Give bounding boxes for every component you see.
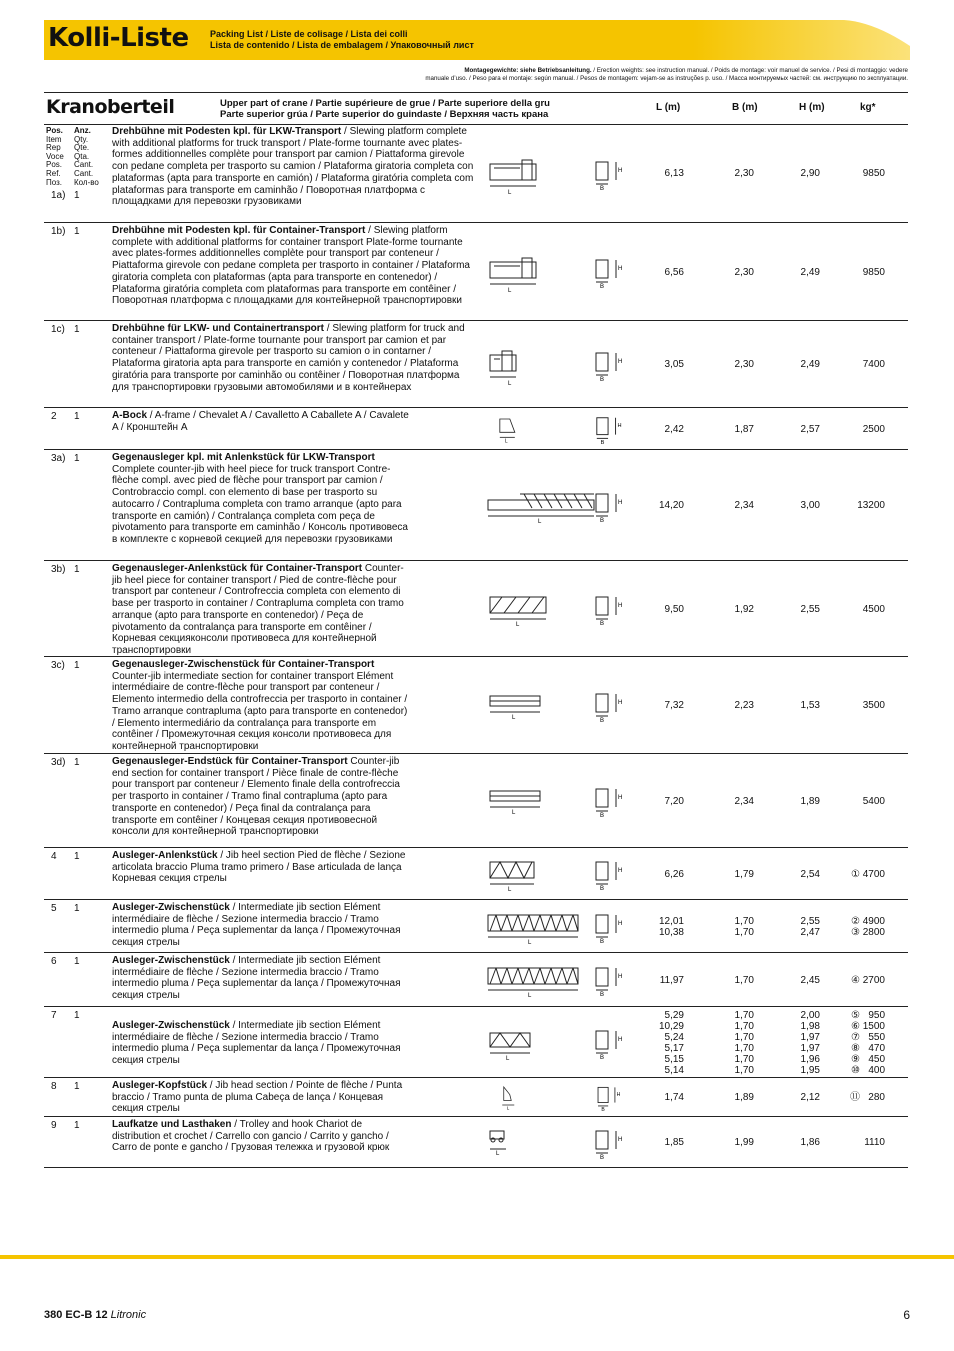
row-position: 8 — [51, 1081, 57, 1092]
length-value: 14,20 — [658, 500, 684, 511]
svg-text:B: B — [600, 938, 605, 945]
brand-logo: Litronic — [110, 1309, 147, 1321]
quantity-column-header — [74, 127, 99, 187]
position-header-label: Voce — [46, 151, 64, 161]
height-value: 2,45 — [800, 974, 820, 986]
item-description — [112, 323, 472, 393]
position-header-label: Item — [46, 134, 62, 144]
section-title: Kranoberteil — [46, 96, 175, 118]
quantity-header-label: Кол-во — [74, 177, 99, 187]
weight-value: 9850 — [862, 266, 885, 278]
table-row — [44, 1007, 908, 1078]
length-value: 5,29 10,29 5,24 5,17 5,15 5,14 — [658, 1009, 684, 1076]
svg-text:B: B — [600, 440, 605, 446]
end-view-drawing — [592, 490, 626, 522]
item-translations: / Intermediate jib section Elément intermédiaire de flèche / Sezione intermedia braccio / Tramo intermedio pluma / Peça suplementar da lança / Промежуточная секция стрелы — [112, 1020, 401, 1067]
svg-text:L: L — [508, 887, 512, 893]
svg-text:B: B — [600, 621, 605, 627]
svg-text:H: H — [618, 974, 623, 980]
weight-value: 7400 — [862, 359, 885, 370]
height-value: 1,53 — [800, 700, 820, 711]
side-view-drawing — [484, 414, 594, 444]
side-view — [484, 856, 594, 897]
side-view-drawing — [484, 591, 594, 627]
quantity-header-label: Qte. — [74, 143, 90, 153]
end-view — [592, 1027, 626, 1064]
width-value: 1,70 1,70 — [734, 915, 754, 938]
montage-line: manuale d’uso. / Peso para el montaje: según manual. / Pesos de montagem: vejam-se as instruções p. uso. / Масса монтируемых частей: см. инструкцию по эксплуатации. — [425, 74, 908, 82]
weight-value: 4500 — [862, 603, 885, 615]
weight-value: 1110 — [864, 1137, 885, 1148]
table-row — [44, 848, 908, 900]
item-name: Ausleger-Zwischenstück — [112, 955, 230, 966]
page-number: 6 — [903, 1308, 910, 1322]
side-view-drawing — [484, 1025, 594, 1061]
position-column-header — [46, 127, 64, 187]
item-description — [112, 225, 482, 307]
svg-text:B: B — [600, 185, 605, 192]
svg-text:H: H — [616, 1091, 621, 1098]
end-view — [592, 1084, 626, 1116]
svg-text:L: L — [508, 189, 512, 196]
section-subtitle-line: Parte superior grúa / Parte superior do guindaste / Верхняя часть крана — [220, 109, 549, 120]
table-header — [44, 92, 908, 125]
end-view-drawing — [592, 1027, 626, 1059]
header-banner — [44, 20, 910, 60]
end-view-drawing — [592, 690, 626, 722]
footer-rule — [0, 1255, 954, 1259]
column-header-width: B (m) — [732, 102, 758, 113]
item-description — [112, 1119, 412, 1154]
row-quantity: 1 — [74, 411, 80, 422]
row-position: 3d) — [51, 757, 66, 768]
side-view — [484, 488, 594, 529]
row-position: 7 — [51, 1010, 57, 1021]
row-position: 3b) — [51, 564, 66, 575]
height-value: 2,90 — [800, 168, 820, 179]
side-view — [484, 254, 594, 295]
item-name: A-Bock — [112, 410, 148, 421]
length-value: 7,20 — [664, 795, 684, 807]
svg-text:H: H — [618, 167, 623, 174]
quantity-header-label: Cant. — [74, 168, 94, 178]
svg-text:L: L — [508, 380, 512, 387]
weight-value: ④ 2700 — [851, 974, 885, 986]
length-value: 3,05 — [664, 359, 684, 370]
side-view-drawing — [484, 1084, 594, 1111]
row-position: 1b) — [51, 226, 66, 237]
footer-model — [44, 1309, 146, 1321]
item-translations: / Intermediate jib section Elément intermédiaire de flèche / Sezione intermedia braccio / Tramo intermedio pluma / Peça suplementar da lança / Промежуточная секция стрелы — [112, 902, 401, 949]
end-view — [592, 256, 626, 293]
item-translations: Counter-jib heel piece for container transport / Pied de contre-flèche pour transport par conteneur / Controfreccia completa con elemento di base per trasporto in container / Contrapluma completa con tramo arranque (apto para transporte en contenedor) / Peça de pivotamento da contralança para transporte em contêiner / Корневая секцияконсоли противовеса для контейнерной транспортировки — [112, 563, 404, 656]
item-translations: / Slewing platform complete with additional platforms for container transport Plate-forme tournante avec plates-formes additionnelles complète pour transport par conteneur / Piattaforma girevole con pedane completa per trasporto in container / Plataforma giratoria completa con plataformas (apta para transporte en contenedor) / Plataforma giratória completa com plataformas para transporte em contêiner / Поворотная платформа с площадками для контейнерной транспортировки — [112, 225, 470, 307]
row-quantity: 1 — [74, 903, 80, 914]
item-description — [112, 1020, 412, 1067]
svg-text:B: B — [600, 992, 605, 998]
weight-value: 3500 — [862, 700, 885, 711]
side-view — [484, 1125, 594, 1166]
height-value: 1,89 — [800, 795, 820, 807]
side-view — [484, 783, 594, 824]
end-view — [592, 858, 626, 895]
row-quantity: 1 — [74, 1120, 80, 1131]
item-translations: / Slewing platform complete with additional platforms for truck transport / Plate-forme tournante avec plates-formes additionnelles complète pour transport par camion / Piattaforma girevole con pedane completa per trasporto su camion / Plataforma giratoria completa con plataformas (apta para transporte en camión) / Plataforma giratória completa com plataformas para transporte em caminhão / Поворотная платформа с площадками для перевозки грузовиками — [112, 126, 474, 208]
page-subtitle-line: Lista de contenido / Lista de embalagem / Упаковочный лист — [210, 40, 474, 50]
width-value: 2,23 — [734, 700, 754, 711]
length-value: 9,50 — [664, 603, 684, 615]
svg-text:H: H — [618, 795, 623, 801]
length-value: 6,56 — [664, 266, 684, 278]
length-value: 7,32 — [664, 700, 684, 711]
height-value: 2,57 — [800, 423, 820, 435]
height-value: 3,00 — [800, 500, 820, 511]
svg-text:B: B — [600, 376, 605, 383]
column-header-weight: kg* — [860, 102, 876, 113]
width-value: 2,30 — [734, 168, 754, 179]
column-header-length: L (m) — [656, 102, 681, 113]
quantity-header-label: Qty. — [74, 134, 89, 144]
side-view — [484, 591, 594, 632]
item-name: Gegenausleger-Zwischenstück für Container-Transport — [112, 659, 375, 670]
item-description — [112, 902, 412, 949]
table-row — [44, 1078, 908, 1117]
item-description — [112, 410, 412, 433]
weight-value: ① 4700 — [851, 868, 885, 880]
svg-text:H: H — [618, 499, 623, 506]
side-view-drawing — [484, 909, 594, 945]
item-description — [112, 563, 412, 657]
height-value: 2,49 — [800, 359, 820, 370]
weight-value: ⑤ 950 ⑥ 1500 ⑦ 550 ⑧ 470 ⑨ 450 ⑩ 400 — [851, 1009, 885, 1076]
end-view-drawing — [592, 911, 626, 943]
height-value: 2,12 — [800, 1092, 820, 1103]
row-quantity: 1 — [74, 324, 80, 335]
row-position: 6 — [51, 956, 57, 967]
side-view — [484, 414, 594, 449]
svg-text:H: H — [618, 603, 623, 609]
row-position: 4 — [51, 851, 57, 862]
width-value: 1,70 1,70 1,70 1,70 1,70 1,70 — [734, 1009, 754, 1076]
item-name: Gegenausleger kpl. mit Anlenkstück für LKW-Transport — [112, 452, 375, 463]
end-view-drawing — [592, 1084, 626, 1111]
model-label: 380 EC-B 12 — [44, 1309, 108, 1321]
item-translations: / Jib heel section Pied de flèche / Sezione articolata braccio Pluma tramo primero / Base articulada de lança Корневая секция стрелы — [112, 850, 406, 885]
svg-text:B: B — [600, 1054, 605, 1061]
end-view-drawing — [592, 858, 626, 890]
position-header-label: Ref. — [46, 168, 61, 178]
item-description — [112, 756, 412, 838]
side-view — [484, 909, 594, 950]
montage-note — [44, 67, 908, 82]
svg-text:H: H — [618, 358, 623, 365]
end-view-drawing — [592, 349, 626, 381]
side-view-drawing — [484, 856, 594, 892]
table-row — [44, 321, 908, 408]
row-position: 5 — [51, 903, 57, 914]
row-quantity: 1 — [74, 956, 80, 967]
position-header-label: Rep — [46, 143, 61, 153]
item-name: Ausleger-Zwischenstück — [112, 1020, 230, 1031]
item-name: Ausleger-Kopfstück — [112, 1080, 208, 1091]
end-view — [592, 414, 626, 449]
end-view — [592, 490, 626, 527]
quantity-header-label: Qta. — [74, 151, 90, 161]
width-value: 2,30 — [734, 359, 754, 370]
end-view — [592, 158, 626, 195]
row-quantity: 1 — [74, 1081, 80, 1092]
end-view — [592, 911, 626, 948]
item-translations: / Trolley and hook Chariot de distribution et crochet / Carrello con gancio / Carrito y gancho / Carro de ponte e gancho / Грузовая тележка и грузовой крюк — [112, 1119, 390, 1154]
row-position: 1c) — [51, 324, 65, 335]
width-value: 1,89 — [734, 1092, 754, 1103]
item-description — [112, 850, 412, 885]
row-position: 1a) — [51, 190, 66, 201]
table-row — [44, 124, 908, 223]
svg-text:H: H — [618, 868, 623, 874]
svg-text:H: H — [618, 266, 623, 272]
page-title: Kolli-Liste — [48, 23, 189, 53]
table-row — [44, 953, 908, 1007]
end-view — [592, 1127, 626, 1164]
svg-text:H: H — [618, 1136, 623, 1143]
svg-text:L: L — [538, 518, 542, 525]
svg-text:B: B — [600, 1154, 605, 1161]
weight-value: 13200 — [857, 500, 885, 511]
svg-text:L: L — [512, 714, 516, 721]
width-value: 1,79 — [734, 868, 754, 880]
length-value: 1,74 — [664, 1092, 684, 1103]
width-value: 2,34 — [734, 795, 754, 807]
montage-line — [44, 67, 908, 75]
item-description — [112, 659, 412, 753]
item-description — [112, 1080, 412, 1115]
side-view — [484, 962, 594, 1003]
height-value: 1,86 — [800, 1137, 820, 1148]
weight-value: 9850 — [862, 168, 885, 179]
montage-bold: Montagegewichte: siehe Betriebsanleitung. — [464, 67, 592, 74]
item-description — [112, 452, 412, 546]
item-name: Ausleger-Anlenkstück — [112, 850, 218, 861]
weight-value: 2500 — [862, 423, 885, 435]
section-subtitle — [220, 98, 550, 120]
page-subtitle-line: Packing List / Liste de colisage / Lista dei colli — [210, 29, 408, 39]
item-name: Drehbühne mit Podesten kpl. für Container-Transport — [112, 225, 366, 236]
height-value: 2,00 1,98 1,97 1,97 1,96 1,95 — [800, 1009, 820, 1076]
svg-text:B: B — [600, 717, 605, 724]
height-value: 2,55 2,47 — [800, 915, 820, 938]
length-value: 2,42 — [664, 423, 684, 435]
width-value: 1,99 — [734, 1137, 754, 1148]
svg-text:L: L — [508, 288, 512, 294]
quantity-header-label: Cant. — [74, 160, 94, 170]
item-translations: Complete counter-jib with heel piece for truck transport Contre-flèche compl. avec pied de flèche pour transport par camion / Controbraccio compl. con elemento di base per trasporto su autocarro / Contrapluma completa con tramo arranque (apto para transporte en camión) / Contralança completa com peça de pivotamento para transporte em caminhão / Консоль противовеса в комплекте с корневой секцией для перевозки грузовиками — [112, 463, 408, 545]
svg-text:H: H — [618, 920, 623, 927]
end-view — [592, 349, 626, 386]
end-view — [592, 785, 626, 822]
end-view-drawing — [592, 964, 626, 996]
item-name: Drehbühne mit Podesten kpl. für LKW-Transport — [112, 126, 342, 137]
svg-text:B: B — [600, 886, 605, 892]
row-quantity: 1 — [74, 226, 80, 237]
row-quantity: 1 — [74, 757, 80, 768]
position-header-label: Pos. — [46, 160, 63, 170]
svg-text:L: L — [512, 810, 516, 816]
height-value: 2,55 — [800, 603, 820, 615]
weight-value: ⑪ 280 — [849, 1092, 885, 1103]
svg-text:B: B — [601, 1107, 605, 1113]
end-view — [592, 593, 626, 630]
side-view-drawing — [484, 156, 594, 196]
svg-text:H: H — [617, 423, 622, 430]
svg-text:L: L — [506, 1055, 510, 1062]
page-subtitle — [210, 29, 474, 51]
row-position: 3c) — [51, 660, 65, 671]
item-name: Gegenausleger-Endstück für Container-Transport — [112, 756, 348, 767]
end-view-drawing — [592, 593, 626, 625]
table-row — [44, 450, 908, 561]
end-view — [592, 690, 626, 727]
section-subtitle-line: Upper part of crane / Partie supérieure de grue / Parte superiore della gru — [220, 98, 550, 109]
side-view-drawing — [484, 254, 594, 294]
svg-text:L: L — [528, 939, 532, 946]
item-translations: / Slewing platform for truck and container transport / Plate-forme tournante pour transport par camion et par conteneur / Piattaforma girevole per trasporto su camion o in contarner / Plataforma giratoria apta para transporte en camión y contenedor / Plataforma giratória para transporte por caminhão ou contêiner / Поворотная платформа для транспортировки грузовыми автомобилями и в контейнерах — [112, 323, 465, 393]
side-view — [484, 1084, 594, 1116]
width-value: 1,92 — [734, 603, 754, 615]
width-value: 1,87 — [734, 423, 754, 435]
item-name: Gegenausleger-Anlenkstück für Container-Transport — [112, 563, 363, 574]
table-row — [44, 408, 908, 450]
length-value: 6,26 — [664, 868, 684, 880]
svg-text:L: L — [504, 438, 508, 445]
table-row — [44, 657, 908, 754]
width-value: 2,34 — [734, 500, 754, 511]
item-translations: / A-frame / Chevalet A / Cavalletto A Caballete A / Cavalete A / Кронштейн А — [112, 410, 409, 433]
width-value: 2,30 — [734, 266, 754, 278]
end-view-drawing — [592, 1127, 626, 1159]
weight-value: ② 4900 ③ 2800 — [851, 915, 885, 938]
length-value: 1,85 — [664, 1137, 684, 1148]
row-quantity: 1 — [74, 851, 80, 862]
side-view — [484, 156, 594, 197]
end-view-drawing — [592, 414, 626, 444]
item-translations: Counter-jib intermediate section for container transport Elément intermédiaire de contre-flèche pour transport par conteneur / Elemento intermedio della controfreccia per trasporto in container / Tramo arranque contrapluma (apto para transporte en contenedor) / Elemento intermediário da contralança para transporte em contêiner / Промежуточная секция консоли противовеса для контейнерной транспортировки — [112, 670, 408, 752]
item-translations: Counter-jib end section for container transport / Pièce finale de contre-flèche pour transport par conteneur / Elemento finale della controfreccia per trasporto in container / Tramo final contrapluma (apto para transporte en contenedor) / Peça final da contralança para transporte em contêiner / Концевая секция противовесной консоли для контейнерной транспортировки — [112, 756, 400, 838]
row-quantity: 1 — [74, 453, 80, 464]
side-view — [484, 347, 594, 388]
width-value: 1,70 — [734, 974, 754, 986]
side-view — [484, 688, 594, 729]
row-position: 9 — [51, 1120, 57, 1131]
item-description — [112, 126, 482, 208]
table-row — [44, 900, 908, 953]
item-description — [112, 955, 412, 1002]
end-view-drawing — [592, 785, 626, 817]
table-row — [44, 1117, 908, 1168]
weight-value: 5400 — [862, 795, 885, 807]
side-view — [484, 1025, 594, 1066]
item-name: Ausleger-Zwischenstück — [112, 902, 230, 913]
length-value: 11,97 — [659, 974, 684, 986]
svg-text:B: B — [600, 813, 605, 819]
length-value: 6,13 — [664, 168, 684, 179]
svg-text:H: H — [618, 699, 623, 706]
svg-text:L: L — [506, 1105, 510, 1111]
table-row — [44, 561, 908, 657]
column-header-height: H (m) — [799, 102, 825, 113]
side-view-drawing — [484, 1125, 594, 1161]
side-view-drawing — [484, 688, 594, 724]
side-view-drawing — [484, 488, 594, 524]
end-view-drawing — [592, 158, 626, 190]
table-row — [44, 223, 908, 321]
row-position: 3a) — [51, 453, 66, 464]
row-quantity: 1 — [74, 564, 80, 575]
svg-text:H: H — [618, 1036, 623, 1043]
length-value: 12,01 10,38 — [658, 915, 684, 938]
height-value: 2,54 — [800, 868, 820, 880]
end-view — [592, 964, 626, 1001]
svg-text:B: B — [600, 517, 605, 524]
item-name: Drehbühne für LKW- und Containertransport — [112, 323, 325, 334]
side-view-drawing — [484, 962, 594, 998]
svg-text:L: L — [496, 1150, 500, 1157]
svg-text:B: B — [600, 284, 605, 290]
row-quantity: 1 — [74, 190, 80, 201]
svg-text:L: L — [528, 993, 532, 999]
svg-text:L: L — [516, 622, 520, 628]
row-quantity: 1 — [74, 1010, 80, 1021]
item-name: Laufkatze und Lasthaken — [112, 1119, 232, 1130]
table-row — [44, 754, 908, 848]
position-header-label: Поз. — [46, 177, 62, 187]
montage-text: / Erection weights: see instruction manual. / Poids de montage: voir manuel de service. / Pesi di montaggio: vedere — [591, 67, 908, 74]
end-view-drawing — [592, 256, 626, 288]
row-position: 2 — [51, 411, 57, 422]
position-header-label: Pos. — [46, 126, 63, 135]
side-view-drawing — [484, 347, 594, 387]
row-quantity: 1 — [74, 660, 80, 671]
quantity-header-label: Anz. — [74, 126, 91, 135]
side-view-drawing — [484, 783, 594, 819]
item-translations: / Jib head section / Pointe de flèche / Punta braccio / Tramo punta de pluma Cabeça de lança / Концевая секция стрелы — [112, 1080, 403, 1115]
height-value: 2,49 — [800, 266, 820, 278]
item-translations: / Intermediate jib section Elément intermédiaire de flèche / Sezione intermedia braccio / Tramo intermedio pluma / Peça suplementar da lança / Промежуточная секция стрелы — [112, 955, 401, 1002]
